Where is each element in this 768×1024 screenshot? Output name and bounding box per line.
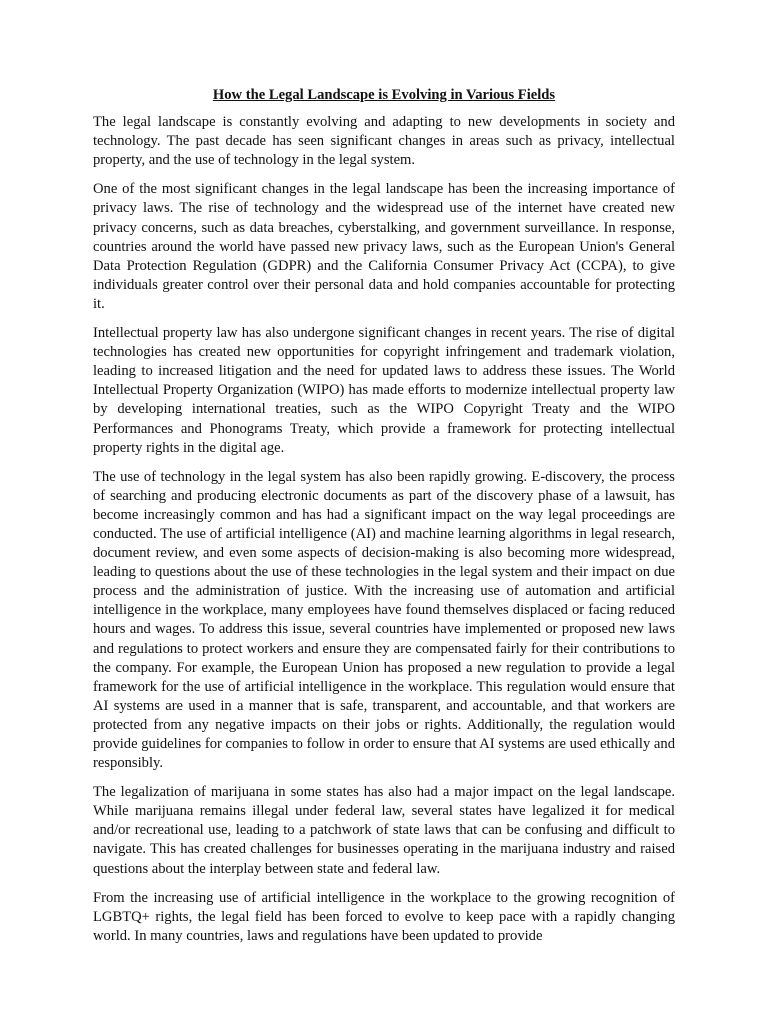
paragraph-privacy: One of the most significant changes in the legal landscape has been the increasing importance of privacy laws. The rise of technology and the widespread use of the internet have created new privacy concerns, such as data breaches, cyberstalking, and government surveillance. In response, countries around the world have passed new privacy laws, such as the European Union's General Data Protection Regulation (GDPR) and the California Consumer Privacy Act (CCPA), to give individuals greater control over their personal data and hold companies accountable for protecting it. <box>93 181 675 312</box>
paragraph-conclusion: From the increasing use of artificial intelligence in the workplace to the growing recognition of LGBTQ+ rights, the legal field has been forced to evolve to keep pace with a rapidly changing world. In many countries, laws and regulations have been updated to provide <box>93 889 675 944</box>
document-title: How the Legal Landscape is Evolving in Various Fields <box>212 87 556 103</box>
paragraph-intellectual-property: Intellectual property law has also undergone significant changes in recent years. The rise of digital technologies has created new opportunities for copyright infringement and trademark violation, leading to increased litigation and the need for updated laws to address these issues. The World Intellectual Property Organization (WIPO) has made efforts to modernize intellectual property law by developing international treaties, such as the WIPO Copyright Treaty and the WIPO Performances and Phonograms Treaty, which provide a framework for protecting intellectual property rights in the digital age. <box>93 325 675 456</box>
paragraph-intro: The legal landscape is constantly evolving and adapting to new developments in society and technology. The past decade has seen significant changes in areas such as privacy, intellectual property, and the use of technology in the legal system. <box>93 114 675 169</box>
paragraph-technology: The use of technology in the legal system has also been rapidly growing. E-discovery, the process of searching and producing electronic documents as part of the discovery phase of a lawsuit, has become increasingly common and has had a significant impact on the way legal proceedings are conducted. The use of artificial intelligence (AI) and machine learning algorithms in legal research, document review, and even some aspects of decision-making is also becoming more widespread, leading to questions about the use of these technologies in the legal system and their impact on due process and the administration of justice. With the increasing use of automation and artificial intelligence in the workplace, many employees have found themselves displaced or facing reduced hours and wages. To address this issue, several countries have implemented or proposed new laws and regulations to protect workers and ensure they are compensated fairly for their contributions to the company. For example, the European Union has proposed a new regulation to provide a legal framework for the use of artificial intelligence in the workplace. This regulation would ensure that AI systems are used in a manner that is safe, transparent, and accountable, and that workers are protected from any negative impacts on their jobs or rights. Additionally, the regulation would provide guidelines for companies to follow in order to ensure that AI systems are used ethically and responsibly. <box>93 468 675 772</box>
paragraph-marijuana: The legalization of marijuana in some states has also had a major impact on the legal landscape. While marijuana remains illegal under federal law, several states have legalized it for medical and/or recreational use, leading to a patchwork of state laws that can be confusing and difficult to navigate. This has created challenges for businesses operating in the marijuana industry and raised questions about the interplay between state and federal law. <box>93 784 675 877</box>
